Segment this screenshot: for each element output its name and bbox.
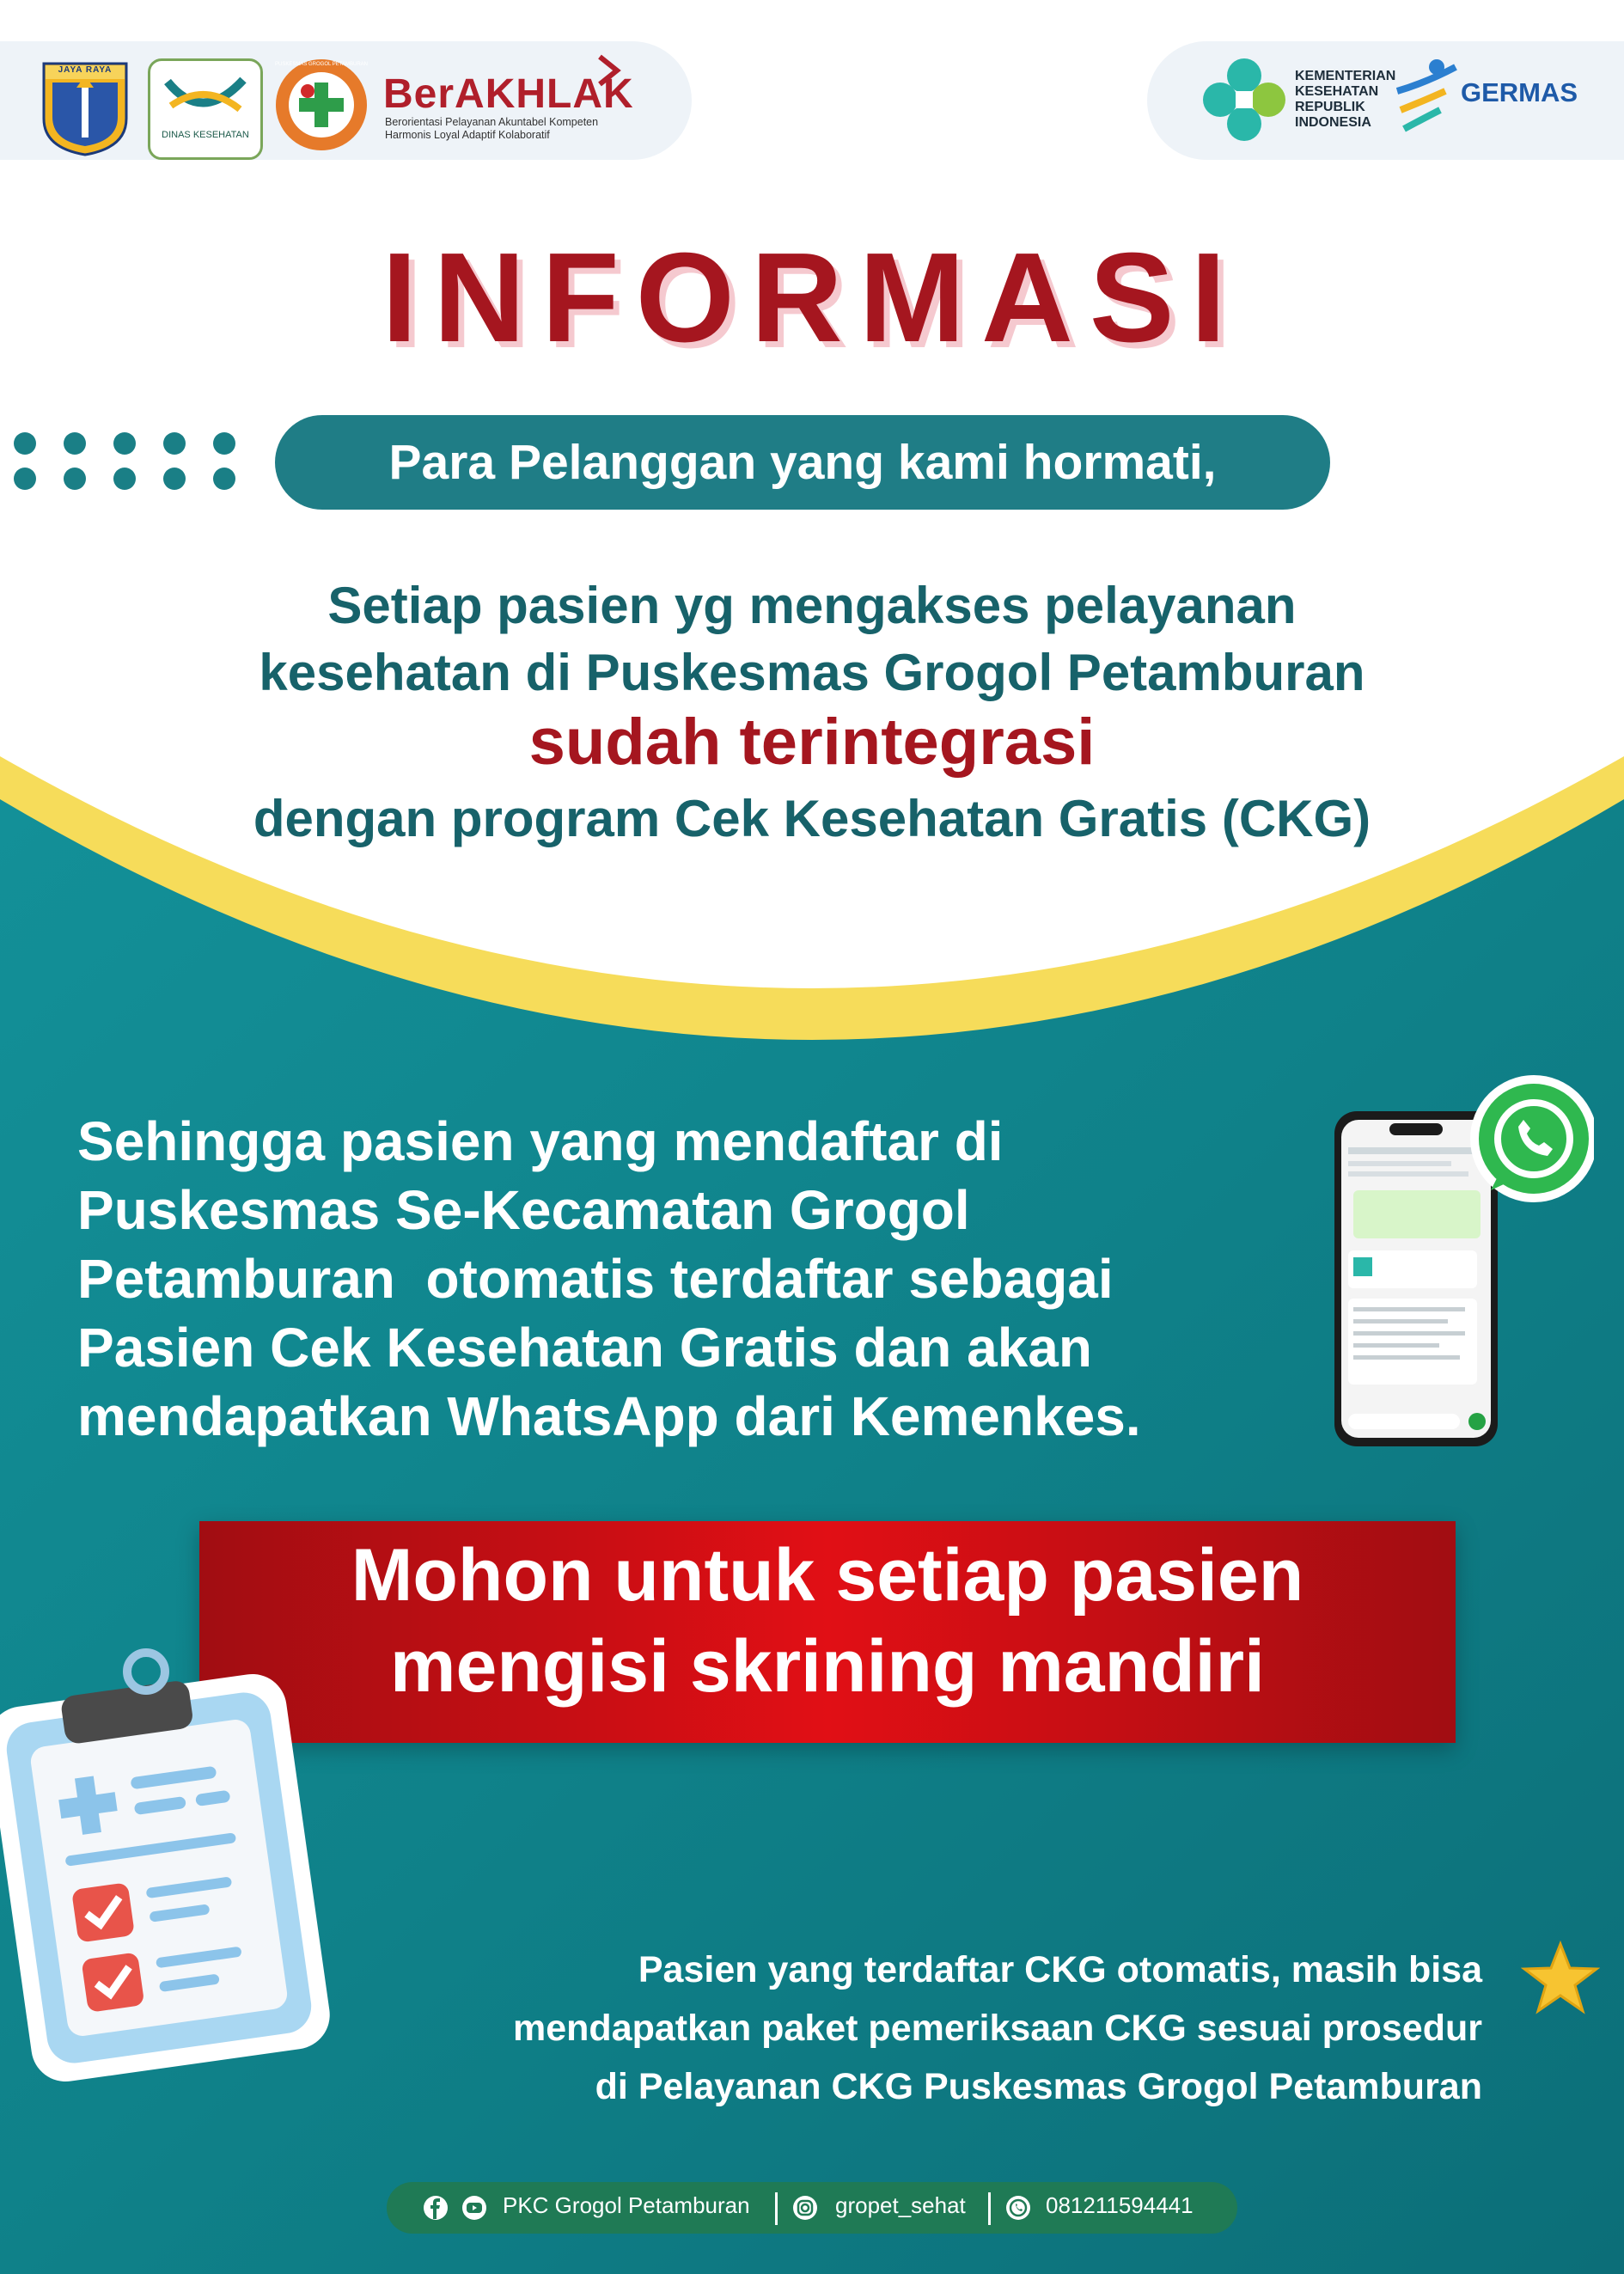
whatsapp-icon[interactable] bbox=[1005, 2195, 1031, 2221]
footnote-line2: mendapatkan paket pemeriksaan CKG sesuai prosedur bbox=[513, 2008, 1482, 2049]
footnote-line1: Pasien yang terdaftar CKG otomatis, masih bisa bbox=[638, 1949, 1482, 1990]
kemenkes-logo bbox=[1201, 57, 1287, 143]
contact-whatsapp[interactable]: 081211594441 bbox=[1046, 2192, 1194, 2218]
jaya-raya-label: JAYA RAYA bbox=[58, 65, 113, 75]
berakhlak-subtitle-line2: Harmonis Loyal Adaptif Kolaboratif bbox=[385, 129, 550, 141]
page-title: INFORMASI bbox=[382, 227, 1242, 369]
decor-dot bbox=[64, 468, 86, 490]
appeal-text bbox=[199, 1530, 1456, 1712]
decor-dot bbox=[113, 468, 136, 490]
body-paragraph bbox=[77, 1107, 1315, 1451]
facebook-icon[interactable] bbox=[423, 2195, 449, 2221]
contact-instagram[interactable]: gropet_sehat bbox=[835, 2192, 966, 2218]
kemenkes-line3: REPUBLIK bbox=[1295, 100, 1365, 114]
phone-whatsapp-illustration bbox=[1328, 1070, 1594, 1457]
kemenkes-line1: KEMENTERIAN bbox=[1295, 69, 1396, 83]
footnote bbox=[258, 1941, 1482, 2116]
decor-dot bbox=[64, 432, 86, 455]
intro-line1: Setiap pasien yg mengakses pelayanan bbox=[327, 577, 1297, 634]
intro-line2: kesehatan di Puskesmas Grogol Petamburan bbox=[259, 644, 1365, 701]
germas-figure-icon bbox=[1392, 57, 1461, 143]
chevron-right-icon bbox=[593, 53, 627, 88]
kemenkes-line2: KESEHATAN bbox=[1295, 84, 1379, 99]
decor-dot bbox=[163, 468, 186, 490]
decor-dot bbox=[163, 432, 186, 455]
puskesmas-seal-logo bbox=[273, 57, 369, 153]
decor-dot bbox=[213, 468, 235, 490]
decor-dot bbox=[14, 432, 36, 455]
appeal-line2: mengisi skrining mandiri bbox=[390, 1625, 1265, 1708]
contact-separator bbox=[988, 2192, 991, 2225]
intro-line4: dengan program Cek Kesehatan Gratis (CKG) bbox=[253, 790, 1371, 847]
kemenkes-label bbox=[1295, 69, 1395, 131]
decor-dot bbox=[113, 432, 136, 455]
body-line3: Petamburan otomatis terdaftar sebagai bbox=[77, 1248, 1114, 1310]
dinas-kesehatan-logo bbox=[148, 58, 263, 160]
jaya-raya-logo bbox=[39, 58, 131, 156]
footnote-line3: di Pelayanan CKG Puskesmas Grogol Petamburan bbox=[595, 2066, 1482, 2107]
contact-separator bbox=[775, 2192, 778, 2225]
contact-facebook-youtube[interactable]: PKC Grogol Petamburan bbox=[503, 2192, 750, 2218]
decor-dot bbox=[213, 432, 235, 455]
body-line2: Puskesmas Se-Kecamatan Grogol bbox=[77, 1179, 970, 1241]
berakhlak-subtitle bbox=[385, 116, 643, 142]
germas-label: GERMAS bbox=[1461, 77, 1578, 107]
intro-highlight: sudah terintegrasi bbox=[528, 706, 1096, 779]
body-line5: mendapatkan WhatsApp dari Kemenkes. bbox=[77, 1385, 1141, 1447]
greeting-text: Para Pelanggan yang kami hormati, bbox=[388, 435, 1217, 490]
puskesmas-seal-label: PUSKESMAS GROGOL PETAMBURAN bbox=[274, 62, 369, 67]
instagram-icon[interactable] bbox=[792, 2195, 818, 2221]
youtube-icon[interactable] bbox=[461, 2195, 487, 2221]
appeal-line1: Mohon untuk setiap pasien bbox=[351, 1534, 1304, 1617]
decor-dot bbox=[14, 468, 36, 490]
kemenkes-line4: INDONESIA bbox=[1295, 115, 1371, 130]
berakhlak-title: BerAKHLAK bbox=[383, 71, 634, 117]
dinas-kesehatan-label: DINAS KESEHATAN bbox=[162, 130, 249, 140]
body-line4: Pasien Cek Kesehatan Gratis dan akan bbox=[77, 1317, 1092, 1378]
berakhlak-subtitle-line1: Berorientasi Pelayanan Akuntabel Kompeten bbox=[385, 116, 599, 128]
body-line1: Sehingga pasien yang mendaftar di bbox=[77, 1110, 1004, 1172]
star-icon bbox=[1521, 1941, 1600, 2016]
